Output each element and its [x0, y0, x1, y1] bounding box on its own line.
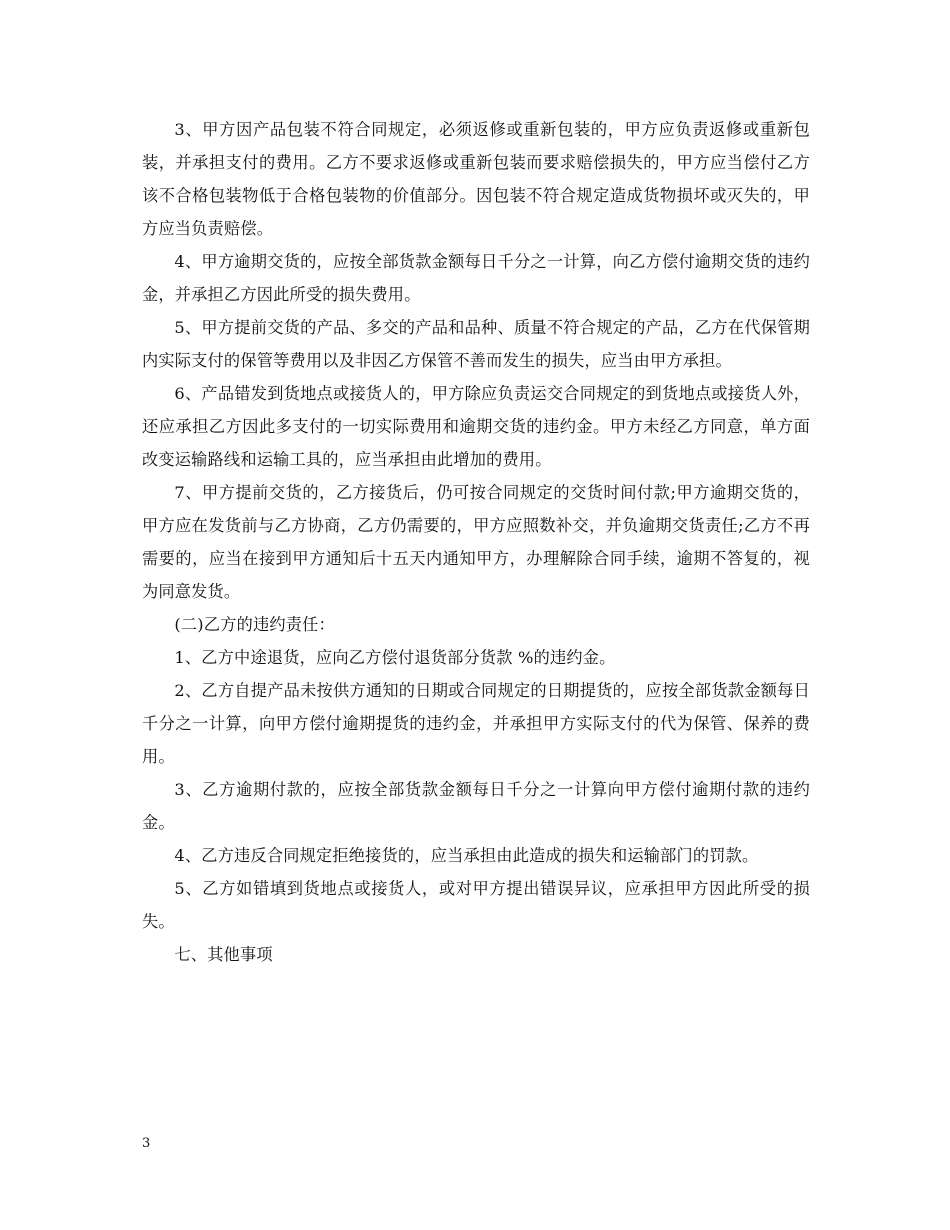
clause-b1-return: 1、乙方中途退货，应向乙方偿付退货部分货款 %的违约金。 [174, 648, 616, 667]
clause-a6-wrong-destination: 6、产品错发到货地点或接货人的，甲方除应负责运交合同规定的到货地点或接货人外，还应承担乙方因此多支付的一切实际费用和逾期交货的违约金。甲方未经乙方同意，单方面改变运输路线和运输工具的，应当承担由此增加的费用。 [142, 384, 810, 469]
document-body [142, 113, 810, 971]
clause-b4-refusal: 4、乙方违反合同规定拒绝接货的，应当承担由此造成的损失和运输部门的罚款。 [174, 846, 759, 865]
clause-b2-pickup: 2、乙方自提产品未按供方通知的日期或合同规定的日期提货的，应按全部货款金额每日千分之一计算，向甲方偿付逾期提货的违约金，并承担甲方实际支付的代为保管、保养的费用。 [142, 681, 810, 766]
section-heading-party-b-liability: (二)乙方的违约责任： [174, 615, 335, 634]
clause-a5-early-delivery: 5、甲方提前交货的产品、多交的产品和品种、质量不符合规定的产品，乙方在代保管期内实际支付的保管等费用以及非因乙方保管不善而发生的损失，应当由甲方承担。 [142, 318, 810, 370]
clause-b5-wrong-info: 5、乙方如错填到货地点或接货人，或对甲方提出错误异议，应承担甲方因此所受的损失。 [142, 879, 810, 931]
clause-a4-late-delivery: 4、甲方逾期交货的，应按全部货款金额每日千分之一计算，向乙方偿付逾期交货的违约金，并承担乙方因此所受的损失费用。 [142, 252, 810, 304]
page-number: 3 [142, 1136, 151, 1151]
section-heading-other-matters: 七、其他事项 [174, 945, 273, 964]
clause-a3-packaging: 3、甲方因产品包装不符合同规定，必须返修或重新包装的，甲方应负责返修或重新包装，并承担支付的费用。乙方不要求返修或重新包装而要求赔偿损失的，甲方应当偿付乙方该不合格包装物低于合格包装物的价值部分。因包装不符合规定造成货物损坏或灭失的，甲方应当负责赔偿。 [142, 120, 810, 238]
clause-a7-delivery-timing: 7、甲方提前交货的，乙方接货后，仍可按合同规定的交货时间付款;甲方逾期交货的，甲方应在发货前与乙方协商，乙方仍需要的，甲方应照数补交，并负逾期交货责任;乙方不再需要的，应当在接到甲方通知后十五天内通知甲方，办理解除合同手续，逾期不答复的，视为同意发货。 [142, 483, 810, 601]
clause-b3-late-payment: 3、乙方逾期付款的，应按全部货款金额每日千分之一计算向甲方偿付逾期付款的违约金。 [142, 780, 810, 832]
